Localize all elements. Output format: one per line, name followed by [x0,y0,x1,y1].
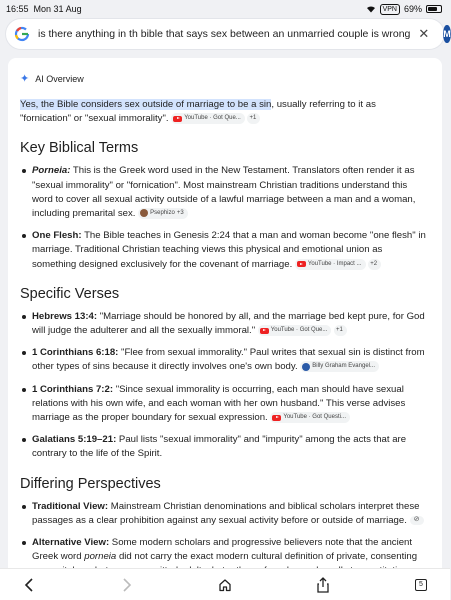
battery-icon [426,5,442,13]
list-item [20,310,428,338]
verses-list [20,310,428,462]
back-button[interactable] [18,574,40,596]
status-time: 16:55 [6,4,29,14]
billy-graham-icon [302,363,310,371]
share-button[interactable] [312,574,334,596]
source-chip[interactable] [171,113,245,124]
avatar[interactable]: M [443,25,451,43]
wifi-icon [366,5,376,13]
source-chip-label: YouTube · Got Que... [270,327,328,333]
source-chip[interactable] [295,259,366,270]
list-item [20,346,428,374]
home-button[interactable] [214,574,236,596]
list-item [20,433,428,461]
source-more: +3 [176,209,184,216]
section-heading: Key Biblical Terms [20,140,139,157]
clear-icon[interactable]: ✕ [418,26,430,41]
term: Traditional View: [32,500,109,512]
youtube-icon [272,415,281,421]
source-chip[interactable] [300,361,379,372]
section-heading: Specific Verses [20,285,120,302]
status-date: Mon 31 Aug [33,4,82,14]
home-icon [218,578,232,592]
term-text: Some modern scholars and progressive believers note that the ancient Greek word [32,537,413,563]
psephizo-icon [140,209,148,217]
term: 1 Corinthians 6:18: [32,347,119,359]
ai-overview-header [20,72,428,85]
term-text: The Bible teaches in Genesis 2:24 that a man and woman become "one flesh" in marriage. Traditional Christian teaching views this physical and emotional union as something designed exclusively for the covenant of marriage. [32,230,426,270]
source-chip-label: YouTube · Got Que... [184,115,241,122]
chevron-right-icon [121,578,133,592]
vpn-badge: VPN [380,4,400,15]
tabs-count: 5 [415,579,427,591]
term-text: did not carry the exact modern cultural definition of private, consenting [118,551,418,563]
list-item [20,383,428,426]
term-text: Paul lists "sexual immorality" and "impurity" among the acts that are contrary to the life of the Spirit. [32,434,407,460]
intro-highlight: Yes, the Bible considers sex outside of marriage to be a sin [20,99,272,110]
youtube-icon [173,116,182,122]
ai-overview-label: AI Overview [35,73,84,84]
terms-list [20,164,428,271]
list-item [20,164,428,221]
bottom-nav [0,568,450,600]
source-more-chip[interactable]: +1 [247,113,260,124]
term: Hebrews 13:4: [32,310,98,322]
term-text: Mainstream Christian denominations and biblical scholars interpret these passages as a clear prohibition against any sexual activity before or outside of marriage. [32,500,420,526]
share-icon [316,577,330,593]
term-text: This is the Greek word used in the New Testament. Translators often render it as "sexual immorality" or "fornication". Most mainstream Christian traditions understand this word to cover all sexual activity outside of a lawful marriage between a man and a woman, including premarital sex. [32,165,416,220]
source-chip[interactable] [270,412,350,423]
tabs-button[interactable] [410,574,432,596]
status-left [6,4,82,14]
term-text: "Marriage should be honored by all, and the marriage bed kept pure, for God will judge the adulterer and all the sexually immoral." [32,310,425,337]
source-chip-label: YouTube · Got Questi... [283,414,346,421]
google-logo-icon [14,26,30,42]
term: One Flesh: [32,230,82,242]
source-chip-label: Billy Graham Evangel... [312,363,375,370]
list-item [20,500,428,528]
youtube-icon [260,328,269,334]
sparkle-icon: ✦ [20,73,30,85]
source-chip-label: YouTube · Impact ... [307,260,362,267]
chevron-left-icon [23,578,35,592]
search-input[interactable]: is there anything in th bible that says sex between an unmarried couple is wrong [38,28,411,40]
term: Porneia: [32,165,71,177]
source-chip[interactable] [138,208,188,219]
term: Alternative View: [32,537,110,549]
term-text: "Since sexual immorality is occurring, each man should have sexual relations with his own wife, and each woman with her own husband." This verse advises marriage as the proper boundary for sexual expression. [32,383,406,424]
battery-percent: 69% [403,4,422,14]
youtube-icon [297,261,306,267]
status-bar [0,0,450,18]
source-more-chip[interactable]: +1 [334,325,347,336]
link-icon[interactable]: ⊘ [410,516,424,525]
overview-intro [20,98,428,126]
status-right [366,4,442,15]
source-chip-label: Psephizo [150,209,175,216]
source-more-chip[interactable]: +2 [368,259,381,270]
section-heading: Differing Perspectives [20,475,161,492]
forward-button[interactable] [116,574,138,596]
intro-text: , usually referring to it as "fornication" or "sexual immorality". [20,99,376,125]
list-item [20,229,428,272]
ai-overview-card [8,58,442,568]
search-bar[interactable] [6,19,451,49]
source-chip[interactable] [258,325,332,336]
term: 1 Corinthians 7:2: [32,383,114,395]
term: Galatians 5:19–21: [32,434,117,446]
emphasis-text: porneia [84,551,117,563]
term-text: "Flee from sexual immorality." Paul writes that sexual sin is distinct from other types of sins because it directly involves one's own body. [32,347,425,373]
